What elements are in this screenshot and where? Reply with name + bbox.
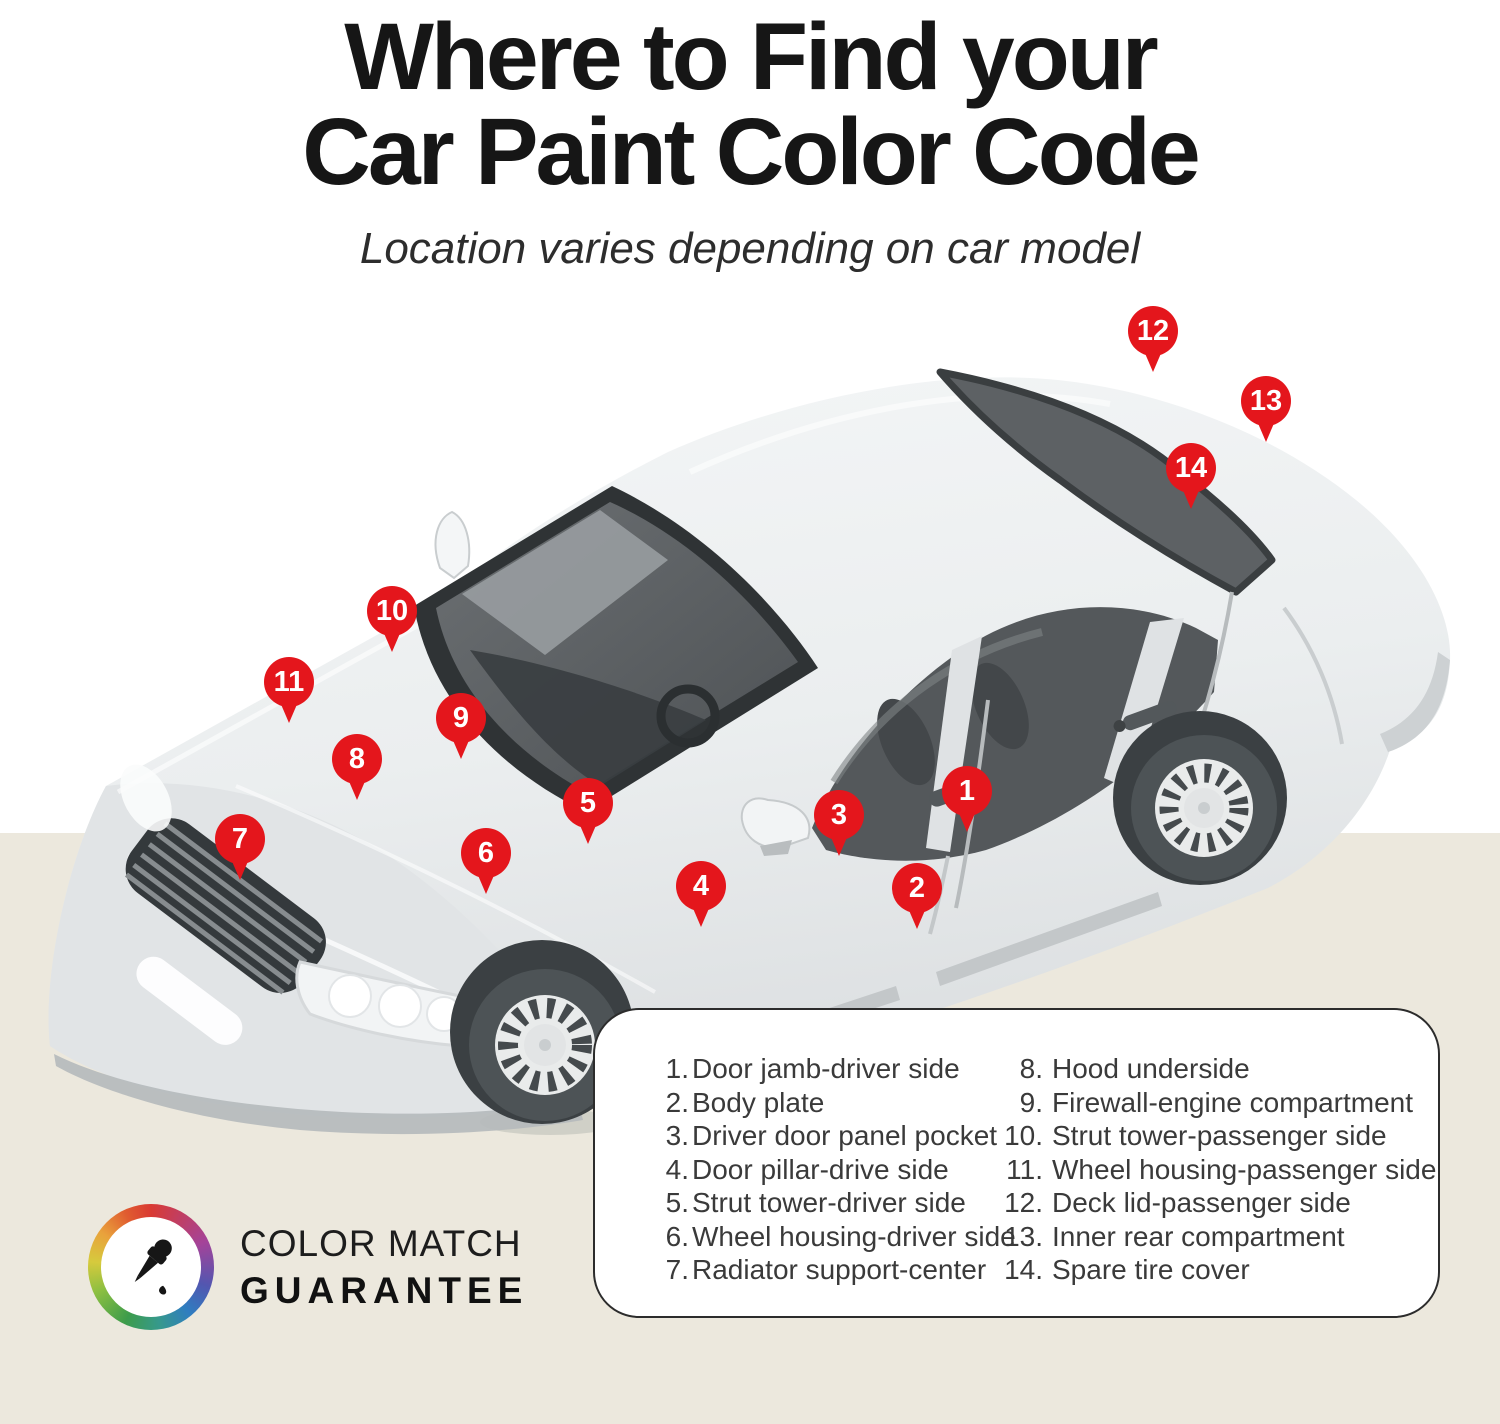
- location-pin-2: 2: [892, 863, 942, 913]
- legend-item: [657, 1052, 995, 1086]
- legend-item-label: Strut tower-passenger side: [1052, 1120, 1387, 1151]
- location-pin-13: 13: [1241, 376, 1291, 426]
- page-title-line1: Where to Find your: [344, 4, 1156, 110]
- location-pin-7: 7: [215, 814, 265, 864]
- legend-item-label: Strut tower-driver side: [692, 1187, 966, 1218]
- legend-item-number: 2.: [665, 1086, 689, 1118]
- legend-item: [657, 1119, 998, 1153]
- legend-item: [995, 1086, 1436, 1120]
- legend-item-label: Wheel housing-driver side: [692, 1220, 1016, 1252]
- legend-item: [657, 1153, 995, 1187]
- page-subtitle: Location varies depending on car model: [359, 224, 1141, 273]
- legend-item-label: Door pillar-drive side: [692, 1153, 949, 1185]
- header: [0, 0, 1500, 274]
- legend-column-2: [995, 1052, 1436, 1287]
- location-pin-14: 14: [1166, 443, 1216, 493]
- legend-item-label: Inner rear compartment: [1052, 1220, 1345, 1252]
- location-pin-4: 4: [676, 861, 726, 911]
- legend-item-number: 9.: [1019, 1086, 1043, 1118]
- page-title: [0, 4, 1500, 205]
- legend-item: [657, 1086, 995, 1120]
- location-pin-8: 8: [332, 734, 382, 784]
- legend-item-label: Deck lid-passenger side: [1052, 1187, 1351, 1218]
- legend-item: [657, 1220, 1016, 1254]
- legend-item-label: Hood underside: [1052, 1053, 1250, 1084]
- legend-item: [657, 1253, 995, 1287]
- legend-item-number: 1.: [665, 1053, 689, 1084]
- location-pin-6: 6: [461, 828, 511, 878]
- color-match-badge: [88, 1204, 528, 1330]
- location-pin-5: 5: [563, 778, 613, 828]
- legend-item-number: 4.: [665, 1153, 689, 1185]
- legend-item-number: 7.: [665, 1254, 689, 1285]
- rainbow-ring: [88, 1204, 214, 1330]
- legend-item: [995, 1220, 1436, 1254]
- legend-item-label: Firewall-engine compartment: [1052, 1086, 1414, 1118]
- badge-line1: COLOR MATCH: [240, 1222, 522, 1264]
- legend-item-number: 13.: [1004, 1220, 1043, 1252]
- legend-card: [593, 1008, 1440, 1318]
- location-pin-12: 12: [1128, 306, 1178, 356]
- badge-line2: GUARANTEE: [240, 1269, 529, 1311]
- legend-item-label: Body plate: [692, 1086, 825, 1118]
- location-pin-10: 10: [367, 586, 417, 636]
- legend-item: [995, 1119, 1436, 1153]
- location-pin-9: 9: [436, 693, 486, 743]
- legend-column-1: [657, 1052, 1016, 1287]
- legend-item-number: 6.: [665, 1220, 689, 1252]
- legend-item-number: 8.: [1019, 1053, 1043, 1084]
- legend-item-label: Door jamb-driver side: [692, 1053, 960, 1084]
- legend-item: [657, 1186, 995, 1220]
- legend-item: [995, 1186, 1436, 1220]
- legend-item-number: 14.: [1004, 1254, 1043, 1285]
- eyedropper-icon: [118, 1234, 184, 1300]
- legend-item: [995, 1153, 1436, 1187]
- legend-item-number: 5.: [665, 1187, 689, 1218]
- page-title-line2: Car Paint Color Code: [302, 99, 1198, 205]
- legend-item-number: 3.: [665, 1120, 689, 1151]
- legend-item: [995, 1052, 1436, 1086]
- legend-item-label: Radiator support-center: [692, 1254, 987, 1285]
- legend-item-label: Wheel housing-passenger side: [1052, 1153, 1437, 1185]
- legend-item-label: Spare tire cover: [1052, 1254, 1250, 1285]
- location-pin-3: 3: [814, 790, 864, 840]
- badge-text: [240, 1223, 528, 1312]
- location-pin-11: 11: [264, 657, 314, 707]
- legend-item-number: 11.: [1006, 1153, 1043, 1185]
- legend-item-label: Driver door panel pocket: [692, 1120, 998, 1151]
- legend-item: [995, 1253, 1436, 1287]
- legend-item-number: 12.: [1004, 1187, 1043, 1218]
- location-pin-1: 1: [942, 766, 992, 816]
- rainbow-ring-inner: [101, 1217, 201, 1317]
- legend-item-number: 10.: [1004, 1120, 1043, 1151]
